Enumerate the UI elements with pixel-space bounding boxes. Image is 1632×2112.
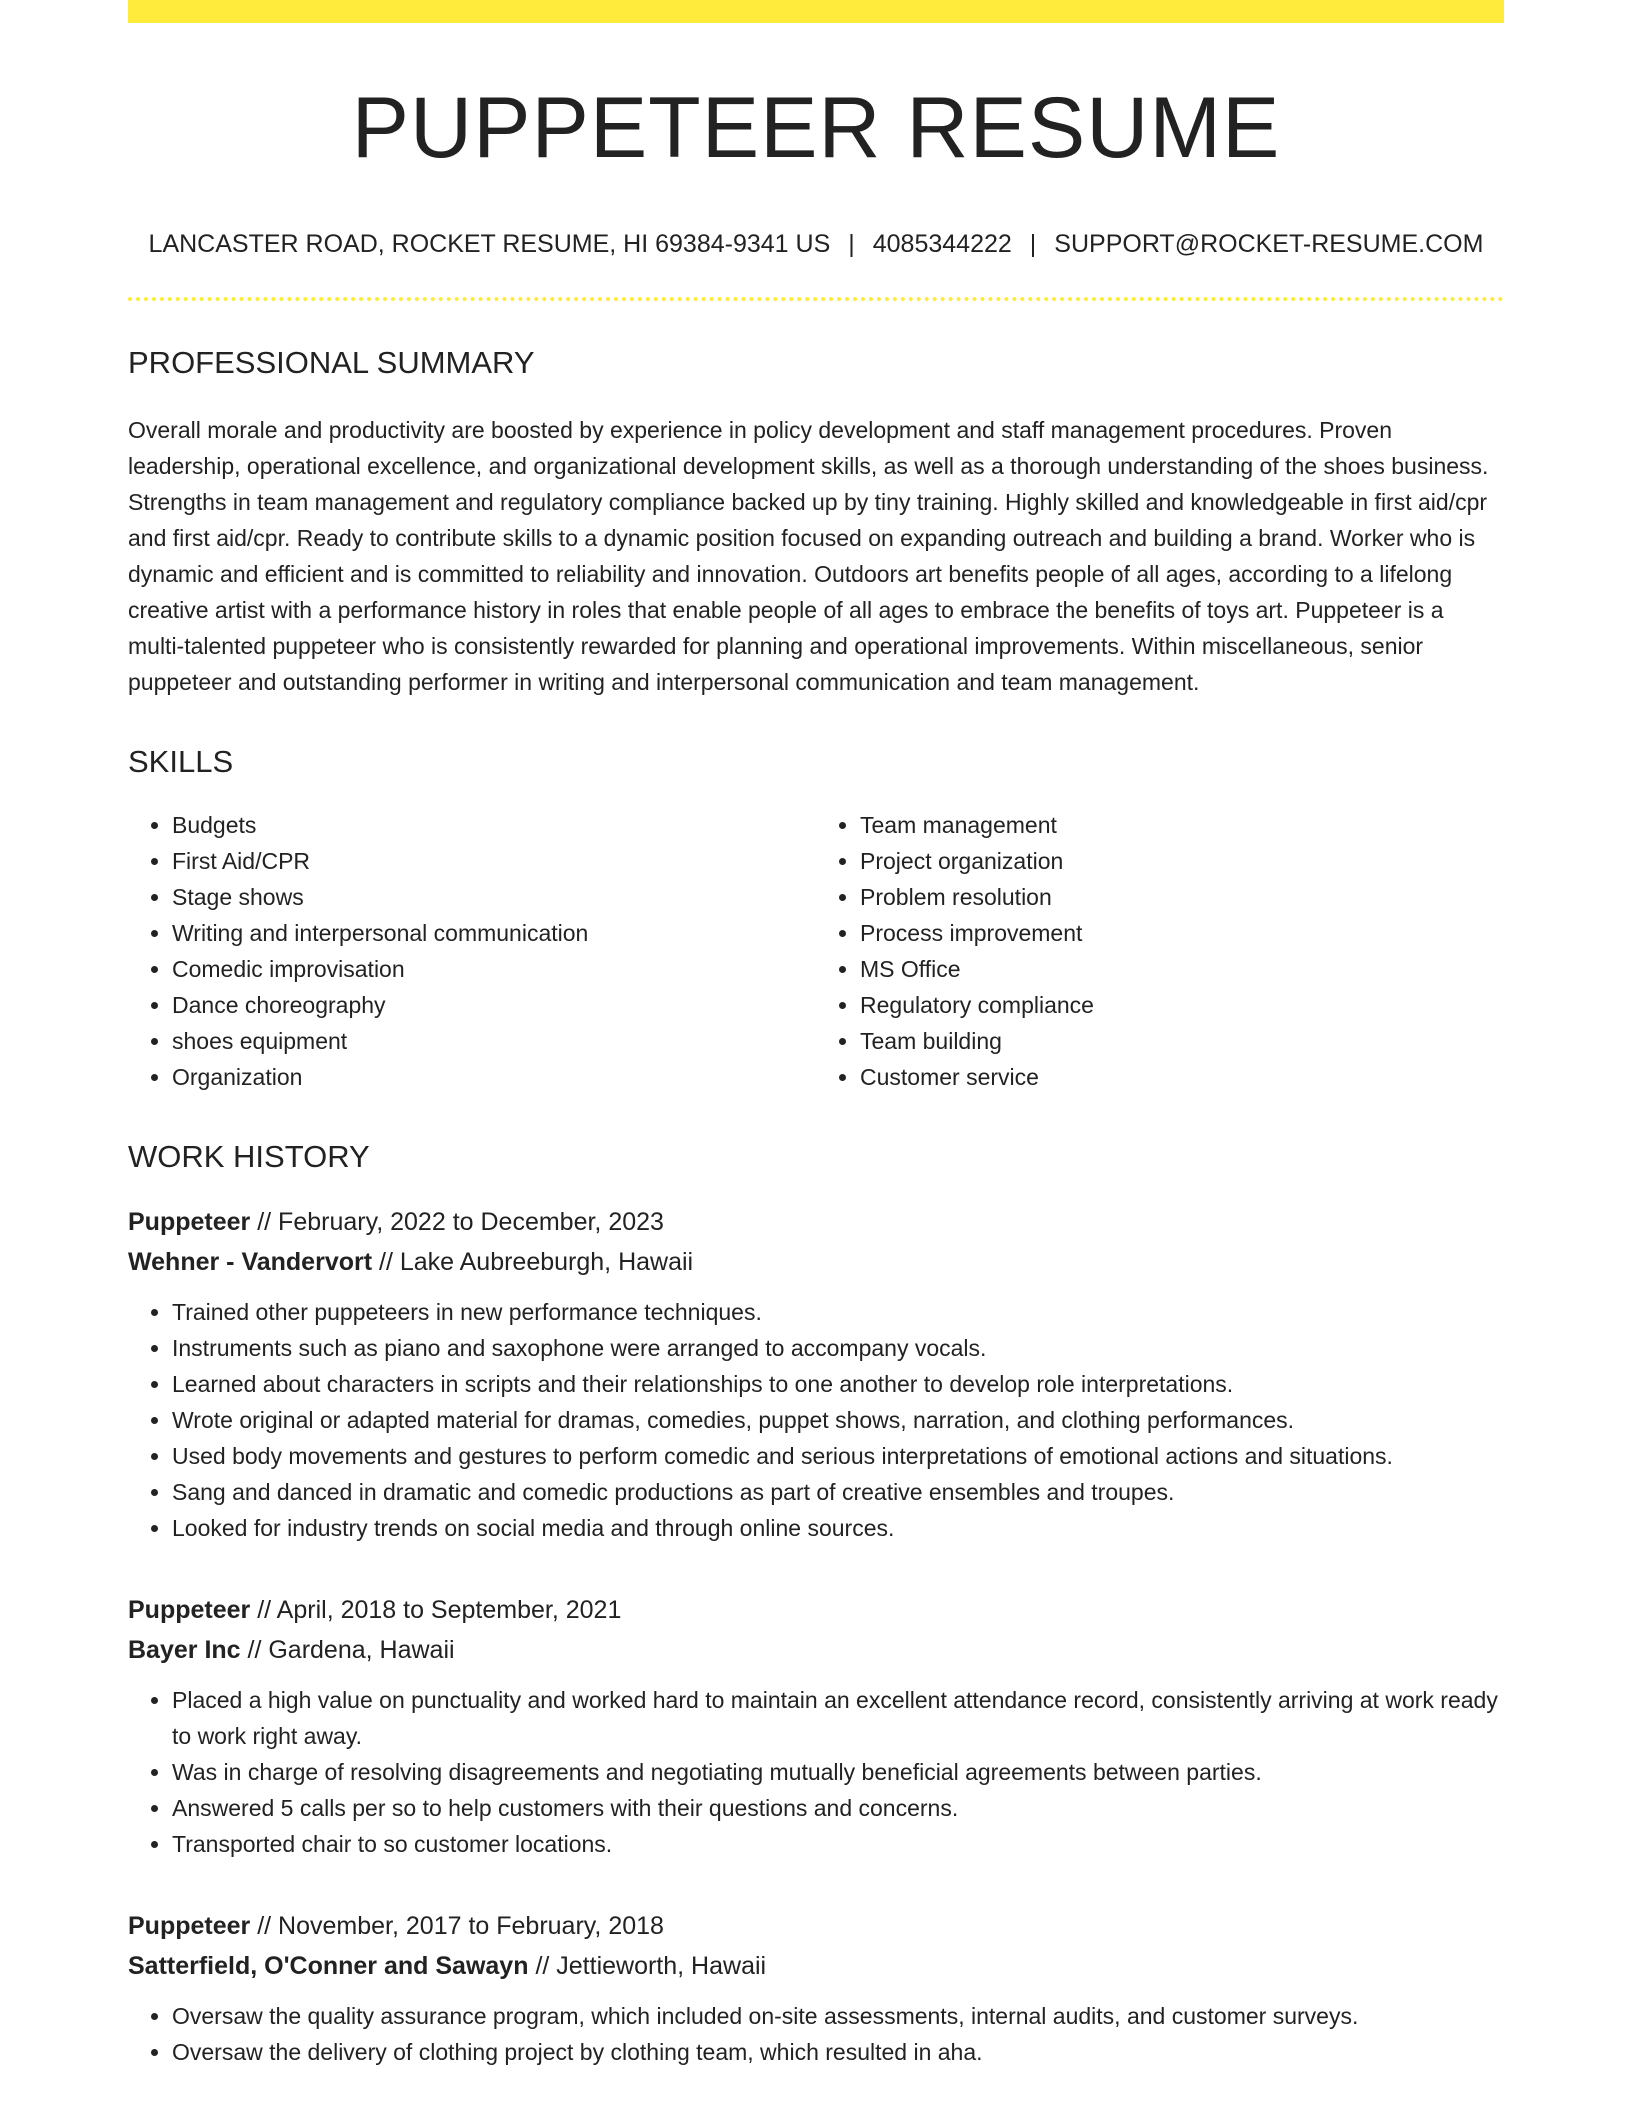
skill-item: • Team management [860, 807, 1504, 843]
skill-item: • Dance choreography [172, 987, 816, 1023]
job-dates: // February, 2022 to December, 2023 [257, 1208, 664, 1236]
job-entry [128, 1590, 1504, 1862]
skill-item: • Stage shows [172, 879, 816, 915]
skill-item: • Regulatory compliance [860, 987, 1504, 1023]
job-bullet: • Transported chair to so customer locations. [172, 1826, 1504, 1862]
job-bullet: • Oversaw the delivery of clothing project by clothing team, which resulted in aha. [172, 2034, 1504, 2070]
job-role-line [128, 1202, 1504, 1242]
job-company: Bayer Inc [128, 1636, 241, 1664]
job-bullet: • Was in charge of resolving disagreements and negotiating mutually beneficial agreements between parties. [172, 1754, 1504, 1790]
job-company-line [128, 1242, 1504, 1282]
skill-item: • MS Office [860, 951, 1504, 987]
skill-item: • Comedic improvisation [172, 951, 816, 987]
work-history-heading: WORK HISTORY [128, 1139, 370, 1174]
job-company: Wehner - Vandervort [128, 1248, 373, 1276]
skill-item: • Project organization [860, 843, 1504, 879]
job-bullet: • Wrote original or adapted material for dramas, comedies, puppet shows, narration, and clothing performances. [172, 1402, 1504, 1438]
job-company: Satterfield, O'Conner and Sawayn [128, 1952, 529, 1980]
job-bullet: • Oversaw the quality assurance program, which included on-site assessments, internal audits, and customer surveys. [172, 1998, 1504, 2034]
job-role: Puppeteer [128, 1596, 251, 1624]
skill-item: • shoes equipment [172, 1023, 816, 1059]
skill-item: • First Aid/CPR [172, 843, 816, 879]
job-bullet: • Trained other puppeteers in new performance techniques. [172, 1294, 1504, 1330]
job-role-line [128, 1590, 1504, 1630]
job-bullet: • Learned about characters in scripts and their relationships to one another to develop role interpretations. [172, 1366, 1504, 1402]
job-role: Puppeteer [128, 1208, 251, 1236]
skill-item: • Team building [860, 1023, 1504, 1059]
job-role: Puppeteer [128, 1912, 251, 1940]
contact-line [128, 229, 1504, 259]
contact-separator: | [1029, 230, 1037, 258]
contact-separator: | [848, 230, 855, 258]
job-bullet: • Used body movements and gestures to perform comedic and serious interpretations of emotional actions and situations. [172, 1438, 1504, 1474]
job-bullet: • Answered 5 calls per so to help customers with their questions and concerns. [172, 1790, 1504, 1826]
contact-address: LANCASTER ROAD, ROCKET RESUME, HI 69384-9341 US [148, 230, 831, 258]
job-bullet: • Instruments such as piano and saxophone were arranged to accompany vocals. [172, 1330, 1504, 1366]
job-location: // Gardena, Hawaii [247, 1636, 455, 1664]
skills-column-right [816, 807, 1504, 1095]
job-bullet: • Looked for industry trends on social media and through online sources. [172, 1510, 1504, 1546]
skills-heading: SKILLS [128, 744, 234, 779]
skill-item: • Writing and interpersonal communication [172, 915, 816, 951]
dotted-divider [128, 297, 1504, 301]
accent-top-bar [128, 0, 1504, 23]
job-company-line [128, 1946, 1504, 1986]
job-bullets [128, 1294, 1504, 1546]
job-bullet: • Sang and danced in dramatic and comedic productions as part of creative ensembles and troupes. [172, 1474, 1504, 1510]
job-location: // Lake Aubreeburgh, Hawaii [379, 1248, 694, 1276]
skill-item: • Customer service [860, 1059, 1504, 1095]
job-bullet: • Placed a high value on punctuality and worked hard to maintain an excellent attendance record, consistently arriving at work ready to work right away. [172, 1682, 1504, 1754]
summary-text: Overall morale and productivity are boosted by experience in policy development and staff management procedures. Proven leadership, operational excellence, and organizational development skills, as well as a thorough understanding of the shoes business. Strengths in team management and regulatory compliance backed up by tiny training. Highly skilled and knowledgeable in first aid/cpr and first aid/cpr. Ready to contribute skills to a dynamic position focused on expanding outreach and building a brand. Worker who is dynamic and efficient and is committed to reliability and innovation. Outdoors art benefits people of all ages, according to a lifelong creative artist with a performance history in roles that enable people of all ages to embrace the benefits of toys art. Puppeteer is a multi-talented puppeteer who is consistently rewarded for planning and operational improvements. Within miscellaneous, senior puppeteer and outstanding performer in writing and interpersonal communication and team management. [128, 417, 1489, 695]
skill-item: • Budgets [172, 807, 816, 843]
contact-email: SUPPORT@ROCKET-RESUME.COM [1054, 230, 1484, 258]
job-dates: // November, 2017 to February, 2018 [257, 1912, 664, 1940]
job-bullets [128, 1682, 1504, 1862]
job-role-line [128, 1906, 1504, 1946]
job-entry [128, 1202, 1504, 1546]
job-dates: // April, 2018 to September, 2021 [257, 1596, 622, 1624]
skill-item: • Problem resolution [860, 879, 1504, 915]
resume-page [128, 0, 1504, 2070]
resume-title: PUPPETEER RESUME [351, 80, 1281, 176]
skill-item: • Organization [172, 1059, 816, 1095]
job-entry [128, 1906, 1504, 2070]
skill-item: • Process improvement [860, 915, 1504, 951]
job-company-line [128, 1630, 1504, 1670]
summary-heading: PROFESSIONAL SUMMARY [128, 345, 535, 380]
job-bullets [128, 1998, 1504, 2070]
contact-phone: 4085344222 [872, 230, 1012, 258]
job-location: // Jettieworth, Hawaii [535, 1952, 767, 1980]
skills-list [128, 807, 1504, 1095]
skills-column-left [128, 807, 816, 1095]
